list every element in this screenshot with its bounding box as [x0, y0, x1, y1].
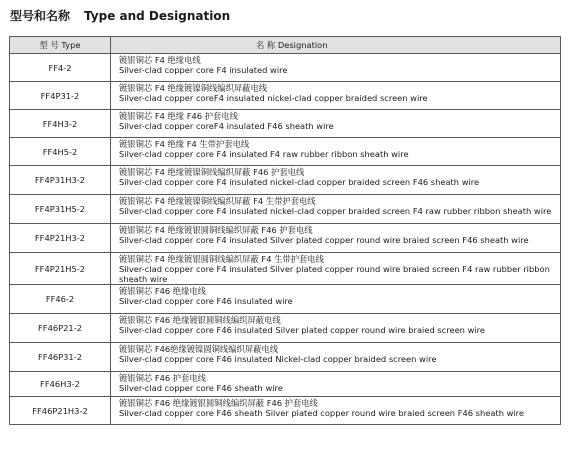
type-cell: FF46-2	[10, 285, 111, 314]
designation-cell	[111, 138, 561, 166]
table-row	[10, 54, 561, 82]
table-row	[10, 343, 561, 372]
designation-cell	[111, 314, 561, 343]
designation-cell	[111, 285, 561, 314]
type-cell: FF4P21H5-2	[10, 253, 111, 285]
table-row	[10, 166, 561, 195]
table-row	[10, 285, 561, 314]
type-cell: FF4P31H3-2	[10, 166, 111, 195]
designation-cn: 镀银铜芯 F4 绝缘镀镍铜线编织屏蔽 F46 护套电线	[119, 167, 305, 177]
type-cell: FF4P21H3-2	[10, 224, 111, 253]
header-designation: 名 称 Designation	[111, 37, 561, 54]
designation-cell	[111, 195, 561, 224]
designation-cell	[111, 253, 561, 285]
designation-cn: 镀银铜芯 F46 护套电线	[119, 373, 206, 383]
designation-cell	[111, 54, 561, 82]
table-row	[10, 224, 561, 253]
designation-cn: 镀银铜芯 F46 绝缘电线	[119, 286, 206, 296]
table-row	[10, 110, 561, 138]
designation-en: Silver-clad copper core F4 insulated Silver plated copper round wire braied screen F46 sheath wire	[119, 235, 529, 245]
designation-en: Silver-clad copper core F4 insulated wire	[119, 65, 288, 75]
designation-en: Silver-clad copper core F46 sheath wire	[119, 383, 283, 393]
designation-en: Silver-clad copper core F46 insulated Nickel-clad copper braided screen wire	[119, 354, 437, 364]
designation-cn: 镀银铜芯 F4 绝缘 F4 生带护套电线	[119, 139, 250, 149]
type-cell: FF46H3-2	[10, 372, 111, 397]
table-row	[10, 195, 561, 224]
designation-en: Silver-clad copper core F4 insulated Silver plated copper round wire braied screen F4 raw rubber ribbon sheath wire	[119, 264, 550, 284]
type-cell: FF4-2	[10, 54, 111, 82]
designation-cn: 镀银铜芯 F4 绝缘镀镍铜线编织屏蔽 F4 生带护套电线	[119, 196, 316, 206]
designation-cn: 镀银铜芯 F4 绝缘镀镍铜线编织屏蔽电线	[119, 83, 268, 93]
designation-cn: 镀银铜芯 F4 绝缘镀银圆铜线编织屏蔽 F4 生带护套电线	[119, 254, 324, 264]
designation-en: Silver-clad copper coreF4 insulated F46 sheath wire	[119, 121, 334, 131]
designation-cell	[111, 82, 561, 110]
designation-cell	[111, 343, 561, 372]
designation-en: Silver-clad copper core F46 insulated Silver plated copper round wire braied screen wire	[119, 325, 486, 335]
header-type: 型 号 Type	[10, 37, 111, 54]
designation-cn: 镀银铜芯 F46绝缘镀镍圆铜线编织屏蔽电线	[119, 344, 279, 354]
type-cell: FF46P21-2	[10, 314, 111, 343]
title-cn: 型号和名称	[10, 9, 71, 23]
designation-en: Silver-clad copper core F4 insulated nickel-clad copper braided screen F4 raw rubber ribbon sheath wire	[119, 206, 552, 216]
type-cell: FF4P31-2	[10, 82, 111, 110]
designation-en: Silver-clad copper core F46 sheath Silver plated copper round wire braied screen F46 sheath wire	[119, 408, 525, 418]
table-row	[10, 397, 561, 425]
designation-en: Silver-clad copper core F46 insulated wire	[119, 296, 293, 306]
table-row	[10, 253, 561, 285]
designation-table	[9, 36, 561, 425]
designation-cn: 镀银铜芯 F4 绝缘 F46 护套电线	[119, 111, 238, 121]
designation-en: Silver-clad copper coreF4 insulated nickel-clad copper braided screen wire	[119, 93, 428, 103]
table-row	[10, 314, 561, 343]
type-cell: FF46P31-2	[10, 343, 111, 372]
designation-en: Silver-clad copper core F4 insulated nickel-clad copper braided screen F46 sheath wire	[119, 177, 480, 187]
designation-cell	[111, 166, 561, 195]
designation-cell	[111, 224, 561, 253]
type-cell: FF46P21H3-2	[10, 397, 111, 425]
page-title	[10, 7, 230, 24]
table-header-row	[10, 37, 561, 54]
table-row	[10, 372, 561, 397]
designation-cn: 镀银铜芯 F4 绝缘镀银圆铜线编织屏蔽 F46 护套电线	[119, 225, 313, 235]
designation-cell	[111, 372, 561, 397]
table-row	[10, 82, 561, 110]
designation-cn: 镀银铜芯 F46 绝缘镀银圆铜线编织屏蔽 F46 护套电线	[119, 398, 318, 408]
title-en: Type and Designation	[84, 9, 231, 23]
designation-en: Silver-clad copper core F4 insulated F4 raw rubber ribbon sheath wire	[119, 149, 409, 159]
type-cell: FF4H3-2	[10, 110, 111, 138]
type-cell: FF4H5-2	[10, 138, 111, 166]
table-body	[10, 54, 561, 425]
designation-cell	[111, 110, 561, 138]
designation-cell	[111, 397, 561, 425]
table-row	[10, 138, 561, 166]
type-cell: FF4P31H5-2	[10, 195, 111, 224]
designation-cn: 镀银铜芯 F4 绝缘电线	[119, 55, 201, 65]
designation-cn: 镀银铜芯 F46 绝缘镀银圆铜线编织屏蔽电线	[119, 315, 281, 325]
